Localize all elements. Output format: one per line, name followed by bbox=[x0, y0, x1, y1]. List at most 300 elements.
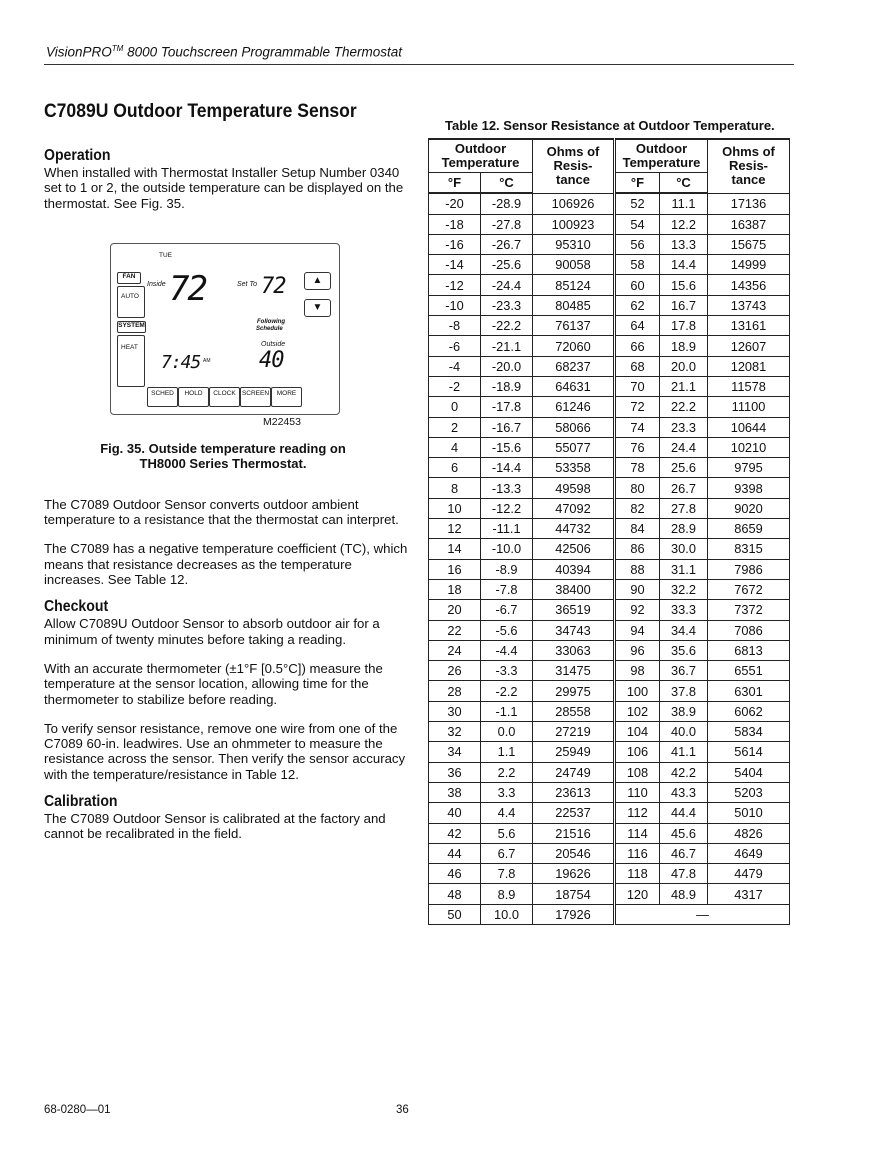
table-row bbox=[429, 600, 790, 620]
table-cell: 54 bbox=[615, 214, 660, 234]
table-cell: -17.8 bbox=[481, 397, 533, 417]
table-row bbox=[429, 722, 790, 742]
table-cell: 11578 bbox=[708, 376, 790, 396]
table-row bbox=[429, 336, 790, 356]
table-cell: 10.0 bbox=[481, 904, 533, 924]
table-cell: 28.9 bbox=[660, 519, 708, 539]
table-cell: 90058 bbox=[533, 255, 615, 275]
table-cell: 48.9 bbox=[660, 884, 708, 904]
table-cell: 80485 bbox=[533, 295, 615, 315]
table-cell: 14999 bbox=[708, 255, 790, 275]
table-cell: 13743 bbox=[708, 295, 790, 315]
table-cell: 33.3 bbox=[660, 600, 708, 620]
table-cell: 20546 bbox=[533, 843, 615, 863]
table-cell: 19626 bbox=[533, 864, 615, 884]
celsius-header: °C bbox=[481, 173, 533, 194]
table-cell: 49598 bbox=[533, 478, 615, 498]
table-cell: 62 bbox=[615, 295, 660, 315]
table-row bbox=[429, 559, 790, 579]
table-cell: 45.6 bbox=[660, 823, 708, 843]
table-cell: 10 bbox=[429, 498, 481, 518]
table-cell: -14 bbox=[429, 255, 481, 275]
table-cell: -13.3 bbox=[481, 478, 533, 498]
table-body bbox=[429, 193, 790, 924]
table-cell: -12.2 bbox=[481, 498, 533, 518]
table-cell: 26 bbox=[429, 661, 481, 681]
table-cell: -10 bbox=[429, 295, 481, 315]
table-caption: Table 12. Sensor Resistance at Outdoor Temperature. bbox=[445, 118, 775, 133]
table-cell: 108 bbox=[615, 762, 660, 782]
table-cell: 5.6 bbox=[481, 823, 533, 843]
ohms-header: Ohms of Resis- tance bbox=[533, 139, 615, 193]
document-number: 68-0280—01 bbox=[44, 1104, 111, 1116]
table-cell: 68 bbox=[615, 356, 660, 376]
table-cell: -16 bbox=[429, 234, 481, 254]
outdoor-temp-header: Outdoor Temperature bbox=[429, 139, 533, 173]
table-cell: 102 bbox=[615, 701, 660, 721]
table-cell: 58 bbox=[615, 255, 660, 275]
table-cell: 17.8 bbox=[660, 316, 708, 336]
table-cell: 12081 bbox=[708, 356, 790, 376]
table-cell: 5010 bbox=[708, 803, 790, 823]
trademark: TM bbox=[111, 44, 124, 53]
table-cell: 16387 bbox=[708, 214, 790, 234]
table-row bbox=[429, 255, 790, 275]
table-cell: 18 bbox=[429, 579, 481, 599]
table-cell-empty: — bbox=[615, 904, 790, 924]
down-arrow-icon: ▼ bbox=[312, 301, 323, 313]
table-cell: 38 bbox=[429, 782, 481, 802]
checkout-paragraph-3: To verify sensor resistance, remove one wire from one of the C7089 60-in. leadwires. Use an ohmmeter to measure the resistance across the sensor. Then verify the sensor accuracy with the temperature/resistance in Table 12. bbox=[44, 720, 406, 782]
table-cell: 104 bbox=[615, 722, 660, 742]
table-row bbox=[429, 701, 790, 721]
table-cell: 28558 bbox=[533, 701, 615, 721]
table-cell: -1.1 bbox=[481, 701, 533, 721]
table-cell: 11100 bbox=[708, 397, 790, 417]
hold-button: HOLD bbox=[178, 387, 209, 407]
table-cell: 100 bbox=[615, 681, 660, 701]
table-row bbox=[429, 782, 790, 802]
table-cell: -3.3 bbox=[481, 661, 533, 681]
table-cell: -6.7 bbox=[481, 600, 533, 620]
table-row bbox=[429, 742, 790, 762]
table-cell: -22.2 bbox=[481, 316, 533, 336]
table-cell: -8 bbox=[429, 316, 481, 336]
table-cell: 50 bbox=[429, 904, 481, 924]
table-cell: 2.2 bbox=[481, 762, 533, 782]
auto-label: AUTO bbox=[121, 292, 139, 300]
table-cell: 6813 bbox=[708, 640, 790, 660]
table-cell: 40 bbox=[429, 803, 481, 823]
table-cell: 5404 bbox=[708, 762, 790, 782]
schedule-label: Schedule bbox=[256, 325, 283, 332]
table-cell: 61246 bbox=[533, 397, 615, 417]
table-cell: -11.1 bbox=[481, 519, 533, 539]
table-cell: 20 bbox=[429, 600, 481, 620]
table-cell: 31475 bbox=[533, 661, 615, 681]
table-cell: 7672 bbox=[708, 579, 790, 599]
set-temperature: 72 bbox=[261, 273, 286, 299]
down-arrow-button bbox=[304, 299, 331, 317]
table-cell: 120 bbox=[615, 884, 660, 904]
table-cell: 6.7 bbox=[481, 843, 533, 863]
table-row bbox=[429, 397, 790, 417]
table-cell: 24.4 bbox=[660, 437, 708, 457]
table-cell: 88 bbox=[615, 559, 660, 579]
table-row bbox=[429, 417, 790, 437]
table-cell: 47.8 bbox=[660, 864, 708, 884]
table-cell: 78 bbox=[615, 458, 660, 478]
table-cell: 0.0 bbox=[481, 722, 533, 742]
table-cell: 7.8 bbox=[481, 864, 533, 884]
table-cell: -2.2 bbox=[481, 681, 533, 701]
table-cell: 21.1 bbox=[660, 376, 708, 396]
table-cell: 42.2 bbox=[660, 762, 708, 782]
table-cell: 6301 bbox=[708, 681, 790, 701]
table-cell: 29975 bbox=[533, 681, 615, 701]
table-cell: 55077 bbox=[533, 437, 615, 457]
table-cell: 85124 bbox=[533, 275, 615, 295]
figure-id: M22453 bbox=[263, 416, 301, 428]
table-cell: 37.8 bbox=[660, 681, 708, 701]
clock-button: CLOCK bbox=[209, 387, 240, 407]
table-cell: 34 bbox=[429, 742, 481, 762]
table-cell: 72060 bbox=[533, 336, 615, 356]
table-cell: 18.9 bbox=[660, 336, 708, 356]
sched-button: SCHED bbox=[147, 387, 178, 407]
left-column bbox=[44, 100, 414, 842]
table-cell: 112 bbox=[615, 803, 660, 823]
table-row bbox=[429, 234, 790, 254]
table-cell: 30 bbox=[429, 701, 481, 721]
table-cell: 4479 bbox=[708, 864, 790, 884]
table-row bbox=[429, 640, 790, 660]
table-cell: 1.1 bbox=[481, 742, 533, 762]
table-cell: 24749 bbox=[533, 762, 615, 782]
table-cell: 96 bbox=[615, 640, 660, 660]
table-cell: -28.9 bbox=[481, 193, 533, 214]
table-cell: -5.6 bbox=[481, 620, 533, 640]
table-cell: 31.1 bbox=[660, 559, 708, 579]
table-row bbox=[429, 193, 790, 214]
celsius-header-2: °C bbox=[660, 173, 708, 194]
table-cell: 76 bbox=[615, 437, 660, 457]
table-row bbox=[429, 539, 790, 559]
table-cell: 26.7 bbox=[660, 478, 708, 498]
table-cell: 82 bbox=[615, 498, 660, 518]
clock-time: 7:45 bbox=[161, 351, 201, 373]
table-cell: 17136 bbox=[708, 193, 790, 214]
am-pm-label: AM bbox=[203, 357, 211, 364]
table-cell: 74 bbox=[615, 417, 660, 437]
table-cell: 43.3 bbox=[660, 782, 708, 802]
sensor-description: The C7089 Outdoor Sensor converts outdoor ambient temperature to a resistance that the thermostat can interpret. bbox=[44, 496, 399, 528]
table-cell: -4 bbox=[429, 356, 481, 376]
table-cell: -23.3 bbox=[481, 295, 533, 315]
table-cell: -24.4 bbox=[481, 275, 533, 295]
table-cell: -21.1 bbox=[481, 336, 533, 356]
table-cell: -8.9 bbox=[481, 559, 533, 579]
table-cell: 98 bbox=[615, 661, 660, 681]
fahrenheit-header-2: °F bbox=[615, 173, 660, 194]
table-cell: 5834 bbox=[708, 722, 790, 742]
table-cell: 14356 bbox=[708, 275, 790, 295]
table-cell: 14.4 bbox=[660, 255, 708, 275]
table-cell: 22537 bbox=[533, 803, 615, 823]
table-cell: 52 bbox=[615, 193, 660, 214]
table-cell: 25.6 bbox=[660, 458, 708, 478]
table-cell: 35.6 bbox=[660, 640, 708, 660]
table-row bbox=[429, 864, 790, 884]
tc-description: The C7089 has a negative temperature coefficient (TC), which means that resistance decreases as the temperature increases. See Table 12. bbox=[44, 541, 408, 588]
table-cell: 90 bbox=[615, 579, 660, 599]
table-row bbox=[429, 214, 790, 234]
table-cell: 22.2 bbox=[660, 397, 708, 417]
table-cell: 116 bbox=[615, 843, 660, 863]
fahrenheit-header: °F bbox=[429, 173, 481, 194]
table-cell: 32 bbox=[429, 722, 481, 742]
set-to-label: Set To bbox=[237, 280, 257, 288]
table-cell: 40.0 bbox=[660, 722, 708, 742]
table-cell: 60 bbox=[615, 275, 660, 295]
table-row bbox=[429, 458, 790, 478]
table-cell: 10210 bbox=[708, 437, 790, 457]
table-cell: 6551 bbox=[708, 661, 790, 681]
table-cell: 20.0 bbox=[660, 356, 708, 376]
running-header bbox=[46, 44, 402, 60]
table-cell: 34.4 bbox=[660, 620, 708, 640]
table-cell: 66 bbox=[615, 336, 660, 356]
up-arrow-button bbox=[304, 272, 331, 290]
table-row bbox=[429, 579, 790, 599]
table-cell: 12607 bbox=[708, 336, 790, 356]
table-cell: 7086 bbox=[708, 620, 790, 640]
table-cell: -16.7 bbox=[481, 417, 533, 437]
outside-temperature: 40 bbox=[259, 347, 284, 373]
table-row bbox=[429, 356, 790, 376]
table-cell: 46 bbox=[429, 864, 481, 884]
thermostat-display bbox=[115, 248, 333, 407]
table-cell: 44732 bbox=[533, 519, 615, 539]
resistance-table bbox=[428, 138, 790, 925]
table-cell: 64 bbox=[615, 316, 660, 336]
table-cell: 4649 bbox=[708, 843, 790, 863]
table-cell: 8 bbox=[429, 478, 481, 498]
table-row bbox=[429, 437, 790, 457]
table-cell: 2 bbox=[429, 417, 481, 437]
brand-name: VisionPRO bbox=[46, 44, 112, 60]
table-cell: 53358 bbox=[533, 458, 615, 478]
table-row bbox=[429, 661, 790, 681]
table-cell: 84 bbox=[615, 519, 660, 539]
up-arrow-icon: ▲ bbox=[312, 274, 323, 286]
table-cell: 3.3 bbox=[481, 782, 533, 802]
inside-temperature: 72 bbox=[169, 268, 206, 309]
table-cell: 118 bbox=[615, 864, 660, 884]
table-cell: -12 bbox=[429, 275, 481, 295]
table-cell: 24 bbox=[429, 640, 481, 660]
table-row bbox=[429, 762, 790, 782]
table-cell: 16 bbox=[429, 559, 481, 579]
table-cell: 6062 bbox=[708, 701, 790, 721]
table-cell: 12 bbox=[429, 519, 481, 539]
table-cell: 32.2 bbox=[660, 579, 708, 599]
calibration-paragraph: The C7089 Outdoor Sensor is calibrated at the factory and cannot be recalibrated in the field. bbox=[44, 811, 386, 842]
table-cell: 17926 bbox=[533, 904, 615, 924]
table-cell: 40394 bbox=[533, 559, 615, 579]
figure-caption-line-2: TH8000 Series Thermostat. bbox=[139, 455, 307, 471]
table-cell: 0 bbox=[429, 397, 481, 417]
system-button: SYSTEM bbox=[117, 321, 146, 333]
table-cell: 9398 bbox=[708, 478, 790, 498]
table-cell: 4 bbox=[429, 437, 481, 457]
table-cell: 56 bbox=[615, 234, 660, 254]
table-cell: 46.7 bbox=[660, 843, 708, 863]
table-cell: 25949 bbox=[533, 742, 615, 762]
header-title: 8000 Touchscreen Programmable Thermostat bbox=[123, 44, 402, 60]
checkout-heading: Checkout bbox=[44, 598, 109, 616]
table-cell: 68237 bbox=[533, 356, 615, 376]
table-cell: -18 bbox=[429, 214, 481, 234]
table-cell: 8315 bbox=[708, 539, 790, 559]
table-cell: 33063 bbox=[533, 640, 615, 660]
table-cell: 21516 bbox=[533, 823, 615, 843]
table-row bbox=[429, 843, 790, 863]
table-cell: 44.4 bbox=[660, 803, 708, 823]
table-cell: 27219 bbox=[533, 722, 615, 742]
figure-caption-line-1: Fig. 35. Outside temperature reading on bbox=[100, 440, 346, 456]
table-cell: 110 bbox=[615, 782, 660, 802]
table-row bbox=[429, 904, 790, 924]
table-cell: 4826 bbox=[708, 823, 790, 843]
outside-label: Outside bbox=[261, 340, 286, 348]
header-rule bbox=[44, 64, 794, 65]
table-cell: 76137 bbox=[533, 316, 615, 336]
table-cell: -6 bbox=[429, 336, 481, 356]
table-cell: 12.2 bbox=[660, 214, 708, 234]
system-mode-box bbox=[117, 335, 145, 387]
table-cell: 6 bbox=[429, 458, 481, 478]
table-cell: -25.6 bbox=[481, 255, 533, 275]
table-cell: 7372 bbox=[708, 600, 790, 620]
table-row bbox=[429, 884, 790, 904]
table-cell: 72 bbox=[615, 397, 660, 417]
table-cell: 23613 bbox=[533, 782, 615, 802]
calibration-heading: Calibration bbox=[44, 793, 118, 811]
table-cell: 28 bbox=[429, 681, 481, 701]
thermostat-figure bbox=[110, 243, 340, 415]
heat-label: HEAT bbox=[121, 343, 138, 351]
table-cell: 23.3 bbox=[660, 417, 708, 437]
table-cell: -14.4 bbox=[481, 458, 533, 478]
inside-label: Inside bbox=[147, 280, 166, 288]
page-title: C7089U Outdoor Temperature Sensor bbox=[44, 100, 357, 122]
checkout-paragraph-2: With an accurate thermometer (±1°F [0.5°C]) measure the temperature at the sensor location, allowing time for the thermometer to stabilize before reading. bbox=[44, 660, 383, 707]
table-cell: -7.8 bbox=[481, 579, 533, 599]
table-cell: 8659 bbox=[708, 519, 790, 539]
table-cell: -4.4 bbox=[481, 640, 533, 660]
ohms-header-2: Ohms of Resis- tance bbox=[708, 139, 790, 193]
operation-heading: Operation bbox=[44, 147, 111, 164]
table-cell: 86 bbox=[615, 539, 660, 559]
table-cell: 5614 bbox=[708, 742, 790, 762]
table-cell: 36519 bbox=[533, 600, 615, 620]
table-cell: 7986 bbox=[708, 559, 790, 579]
table-cell: 44 bbox=[429, 843, 481, 863]
table-cell: -26.7 bbox=[481, 234, 533, 254]
fan-mode-box bbox=[117, 286, 145, 318]
table-cell: 15675 bbox=[708, 234, 790, 254]
table-row bbox=[429, 295, 790, 315]
table-cell: -10.0 bbox=[481, 539, 533, 559]
table-cell: 13161 bbox=[708, 316, 790, 336]
table-row bbox=[429, 519, 790, 539]
table-cell: 47092 bbox=[533, 498, 615, 518]
outdoor-temp-header-2: Outdoor Temperature bbox=[615, 139, 708, 173]
table-cell: 106 bbox=[615, 742, 660, 762]
table-row bbox=[429, 823, 790, 843]
table-cell: 8.9 bbox=[481, 884, 533, 904]
day-label: TUE bbox=[159, 251, 172, 259]
table-cell: 92 bbox=[615, 600, 660, 620]
table-cell: -20 bbox=[429, 193, 481, 214]
table-cell: 80 bbox=[615, 478, 660, 498]
table-cell: -15.6 bbox=[481, 437, 533, 457]
table-cell: 42506 bbox=[533, 539, 615, 559]
table-cell: 14 bbox=[429, 539, 481, 559]
table-cell: 9795 bbox=[708, 458, 790, 478]
table-row bbox=[429, 681, 790, 701]
table-cell: 106926 bbox=[533, 193, 615, 214]
table-cell: 64631 bbox=[533, 376, 615, 396]
table-cell: 58066 bbox=[533, 417, 615, 437]
table-cell: 15.6 bbox=[660, 275, 708, 295]
table-cell: 18754 bbox=[533, 884, 615, 904]
table-row bbox=[429, 478, 790, 498]
table-cell: 4.4 bbox=[481, 803, 533, 823]
table-cell: 41.1 bbox=[660, 742, 708, 762]
table-cell: 4317 bbox=[708, 884, 790, 904]
table-cell: 30.0 bbox=[660, 539, 708, 559]
table-cell: 36.7 bbox=[660, 661, 708, 681]
table-cell: 70 bbox=[615, 376, 660, 396]
table-cell: 36 bbox=[429, 762, 481, 782]
table-cell: 95310 bbox=[533, 234, 615, 254]
table-cell: 27.8 bbox=[660, 498, 708, 518]
table-cell: 10644 bbox=[708, 417, 790, 437]
fan-button: FAN bbox=[117, 272, 141, 284]
table-row bbox=[429, 376, 790, 396]
table-cell: -27.8 bbox=[481, 214, 533, 234]
table-cell: 34743 bbox=[533, 620, 615, 640]
page-number: 36 bbox=[396, 1104, 409, 1116]
table-row bbox=[429, 803, 790, 823]
table-row bbox=[429, 620, 790, 640]
table-row bbox=[429, 498, 790, 518]
table-cell: -2 bbox=[429, 376, 481, 396]
table-cell: -18.9 bbox=[481, 376, 533, 396]
table-cell: 38400 bbox=[533, 579, 615, 599]
table-cell: 100923 bbox=[533, 214, 615, 234]
operation-paragraph: When installed with Thermostat Installer Setup Number 0340 set to 1 or 2, the outside temperature can be displayed on the thermostat. See Fig. 35. bbox=[44, 165, 404, 211]
figure-caption bbox=[38, 441, 408, 471]
table-cell: 9020 bbox=[708, 498, 790, 518]
table-cell: 13.3 bbox=[660, 234, 708, 254]
table-cell: 22 bbox=[429, 620, 481, 640]
table-row bbox=[429, 316, 790, 336]
table-cell: 42 bbox=[429, 823, 481, 843]
screen-button: SCREEN bbox=[240, 387, 271, 407]
